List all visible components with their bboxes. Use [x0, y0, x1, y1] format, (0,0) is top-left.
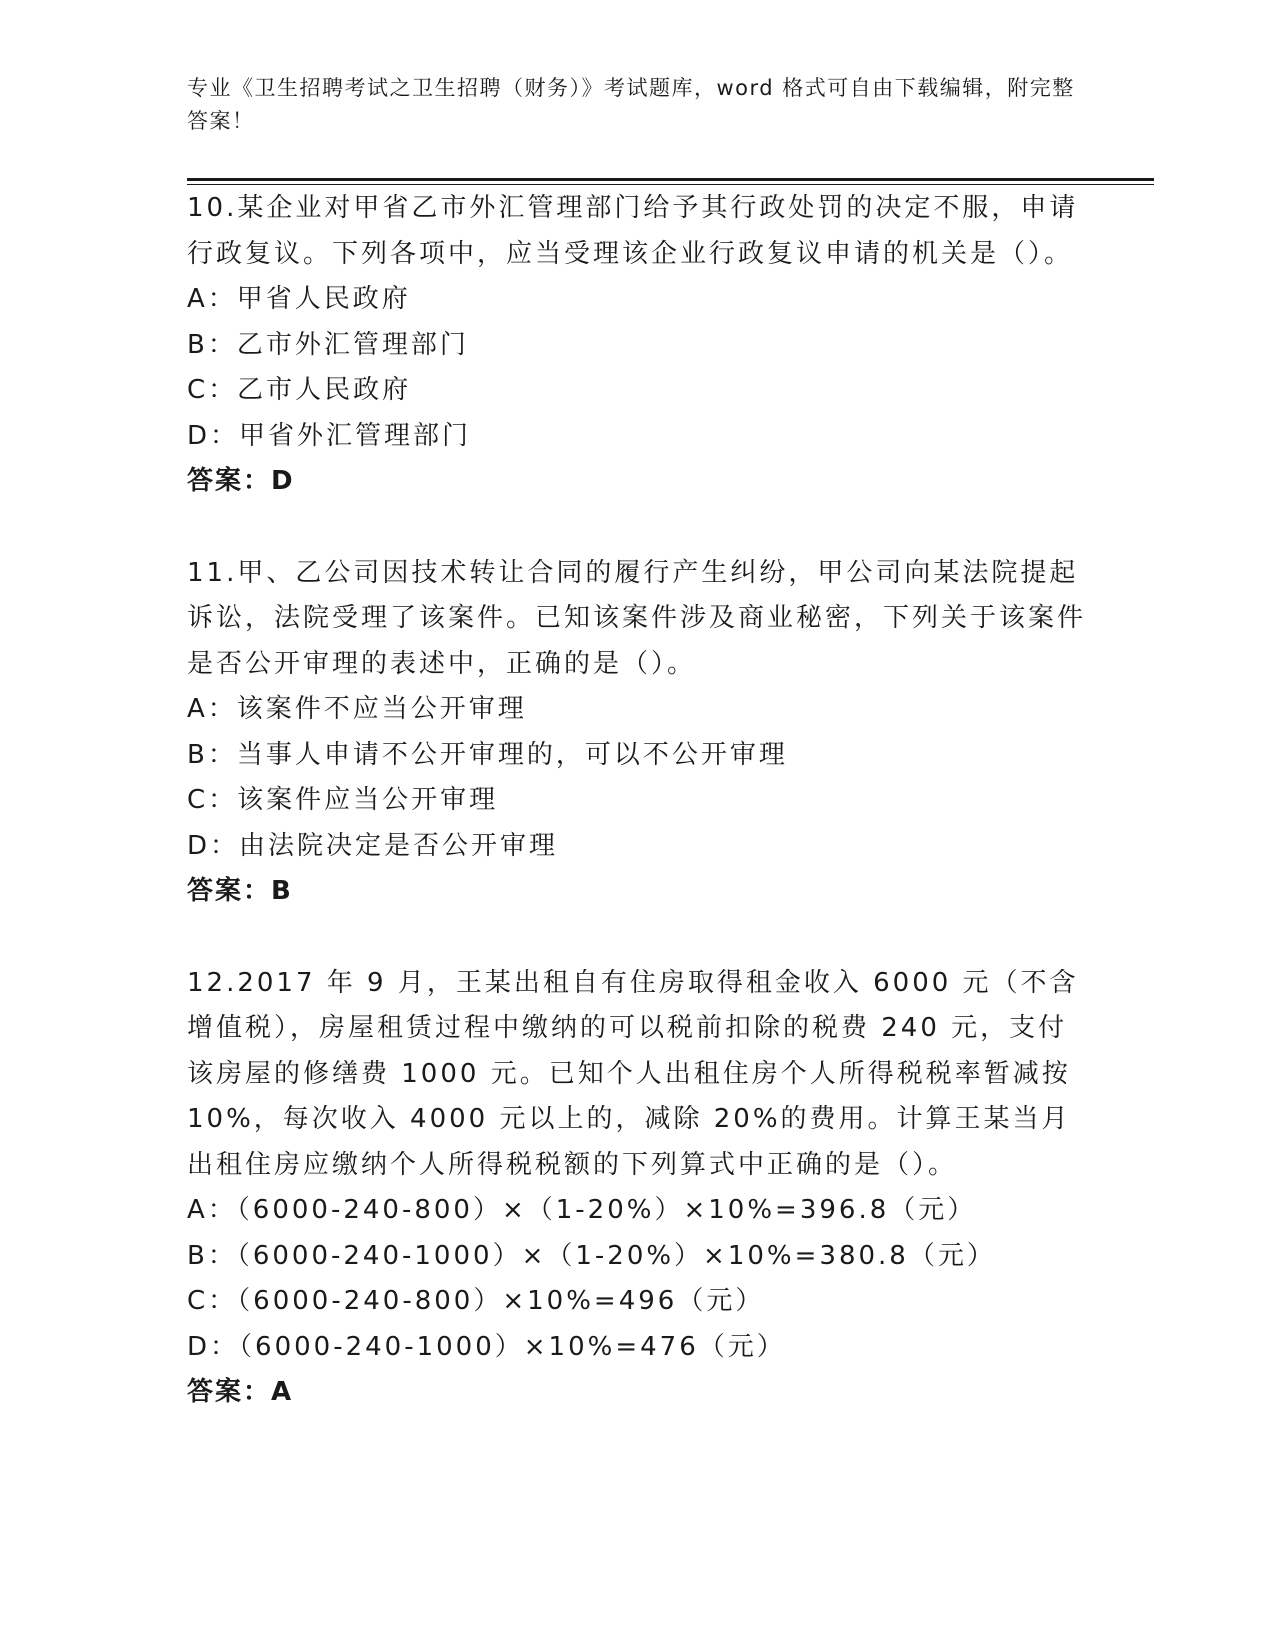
answer: 答案：D — [187, 466, 295, 496]
option-c: C：（6000-240-800）×10%=496（元） — [187, 1286, 765, 1316]
option-a: A：甲省人民政府 — [187, 284, 411, 314]
divider-thick-line — [187, 178, 1154, 181]
option-b: B：（6000-240-1000）×（1-20%）×10%=380.8（元） — [187, 1240, 996, 1271]
option-b: B：当事人申请不公开审理的，可以不公开审理 — [187, 739, 788, 770]
question-stem: 12.2017 年 9 月，王某出租自有住房取得租金收入 6000 元（不含增值税），房屋租赁过程中缴纳的可以税前扣除的税费 240 元，支付该房屋的修缮费 1000 元。已知个人出租住房个人所得税税率暂减按 10%，每次收入 4000 元以上的，减除 20%的费用。计算王某当月出租住房应缴纳个人所得税税额的下列算式中正确的是（）。 — [187, 967, 1079, 1180]
option-b: B：乙市外汇管理部门 — [187, 329, 469, 360]
divider-thin-line — [187, 184, 1154, 185]
option-d: D：由法院决定是否公开审理 — [187, 830, 559, 861]
option-a: A：（6000-240-800）×（1-20%）×10%=396.8（元） — [187, 1195, 977, 1225]
question-11 — [187, 551, 1087, 915]
header-text: 专业《卫生招聘考试之卫生招聘（财务）》考试题库，word 格式可自由下载编辑，附完整答案！ — [187, 76, 1075, 133]
option-c: C：乙市人民政府 — [187, 375, 412, 405]
question-stem: 10.某企业对甲省乙市外汇管理部门给予其行政处罚的决定不服，申请行政复议。下列各项中，应当受理该企业行政复议申请的机关是（）。 — [187, 193, 1079, 269]
option-d: D：甲省外汇管理部门 — [187, 420, 472, 451]
header-divider — [187, 178, 1154, 185]
option-c: C：该案件应当公开审理 — [187, 785, 499, 815]
option-a: A：该案件不应当公开审理 — [187, 694, 527, 724]
question-list — [187, 186, 1087, 1462]
question-stem: 11.甲、乙公司因技术转让合同的履行产生纠纷，甲公司向某法院提起诉讼，法院受理了该案件。已知该案件涉及商业秘密，下列关于该案件是否公开审理的表述中，正确的是（）。 — [187, 557, 1087, 679]
question-12 — [187, 961, 1087, 1416]
option-d: D：（6000-240-1000）×10%=476（元） — [187, 1331, 786, 1362]
document-header — [187, 72, 1087, 138]
answer: 答案：B — [187, 876, 293, 906]
question-10 — [187, 186, 1087, 505]
answer: 答案：A — [187, 1377, 294, 1407]
